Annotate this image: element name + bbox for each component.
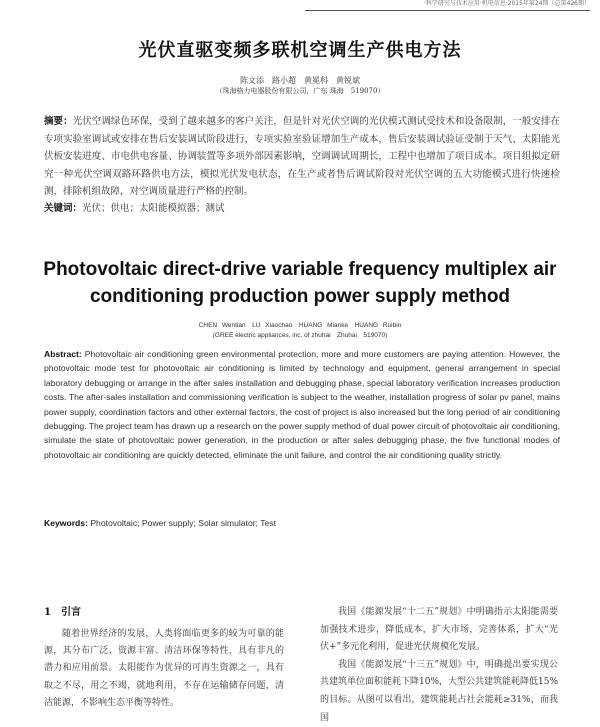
chinese-keywords-text: 光伏；供电；太阳能模拟器；测试: [82, 203, 225, 214]
english-abstract: [44, 347, 560, 462]
running-head: ·科学研究与技术应用·机电信息·2015年第24期（总第426期）: [305, 0, 590, 11]
section-heading-introduction: 1 引言: [44, 607, 81, 618]
chinese-affiliation: （珠海格力电器股份有限公司，广东 珠海 519070）: [215, 87, 385, 95]
body-paragraph: 随着世界经济的发展，人类将面临更多的较为可靠的能源，其分布广泛、资源丰富、清洁环保等特性，具有非凡的潜力和应用前景。太阳能作为优异的可再生资源之一，具有取之不尽，用之不竭，就地利用，不存在运输储存问题，清洁能源，不影响生态平衡等特性。: [44, 629, 284, 708]
body-paragraph: 我国《能源发展“十三五”规划》中，明确提出要实现公共建筑单位面积能耗下降10%，大型公共建筑能耗降低15%的目标。从图可以看出，建筑能耗占社会能耗≥31%，而我国: [320, 659, 559, 723]
chinese-title: 光伏直驱变频多联机空调生产供电方法: [138, 40, 462, 61]
english-affiliation: (GREE electric appliances, inc. of zhuhai Zhuhai 519070): [212, 332, 388, 339]
english-title: Photovoltaic direct-drive variable frequency multiplex air conditioning production power supply method: [43, 259, 557, 307]
english-keywords-label: Keywords:: [44, 518, 88, 528]
english-abstract-text: Photovoltaic air conditioning green environmental protection, more and more customers are paying attention. However, the photovoltaic mode test for photovoltaic air conditioning is limited by technology and equipment, general arrangement in special laboratory debugging or arrange in the after sales installation and debugging phase, special laboratory verification increases production costs. The after-sales installation and commissioning verification is subject to the weather, installation progress of solar pv panel, mains power supply, coordination factors and other external factors, the cost of project is also increased but the long period of air conditioning debugging. The project team has drawn up a research on the power supply method of dual power circuit of photovoltaic air conditioning, simulate the state of photovoltaic power generation, in the production or after sales debugging phase, the five functional modes of photovoltaic air conditioning are quickly detected, eliminate the unit failure, and control the air conditioning quality strictly.: [44, 349, 560, 460]
chinese-keywords: [44, 202, 560, 216]
chinese-abstract-text: 光伏空调绿色环保，受到了越来越多的客户关注，但是针对光伏空调的光伏模式测试受技术和设备限制，一般安排在专项实验室调试或安排在售后安装调试阶段进行，专项实验室验证增加生产成本，售后安装调试验证受制于天气、太阳能光伏板安装进度、市电供电容量、协调装置等多项外部因素影响，空调调试周期长，工程中也增加了项目成本。项目组拟定研究一种光伏空调双路环路供电方法，模拟光伏发电状态，在生产或者售后调试阶段对光伏空调的五大功能模式进行快速检测，排除机组故障，对空调质量进行严格的控制。: [44, 116, 560, 197]
chinese-abstract: [44, 113, 560, 201]
english-abstract-label: Abstract:: [44, 349, 82, 359]
english-keywords: [44, 517, 560, 529]
english-authors: CHEN Wentian LU Xiaochao HUANG Mianke HUANG Ruibin: [198, 322, 402, 329]
chinese-authors: 陈文添 路小超 黄冕科 黄锐斌: [240, 76, 360, 85]
chinese-keywords-label: 关键词：: [44, 203, 83, 214]
body-column-left: [44, 626, 284, 708]
body-column-right: [320, 604, 559, 723]
body-paragraph: 我国《能源发展“十二五”规划》中明确指示太阳能需要加强技术进步，降低成本，扩大市场，完善体系，扩大“光伏+”多元化利用，促进光伏规模化发展。: [320, 607, 558, 653]
english-keywords-text: Photovoltaic; Power supply; Solar simulator; Test: [87, 518, 276, 528]
chinese-abstract-label: 摘要：: [44, 116, 73, 127]
